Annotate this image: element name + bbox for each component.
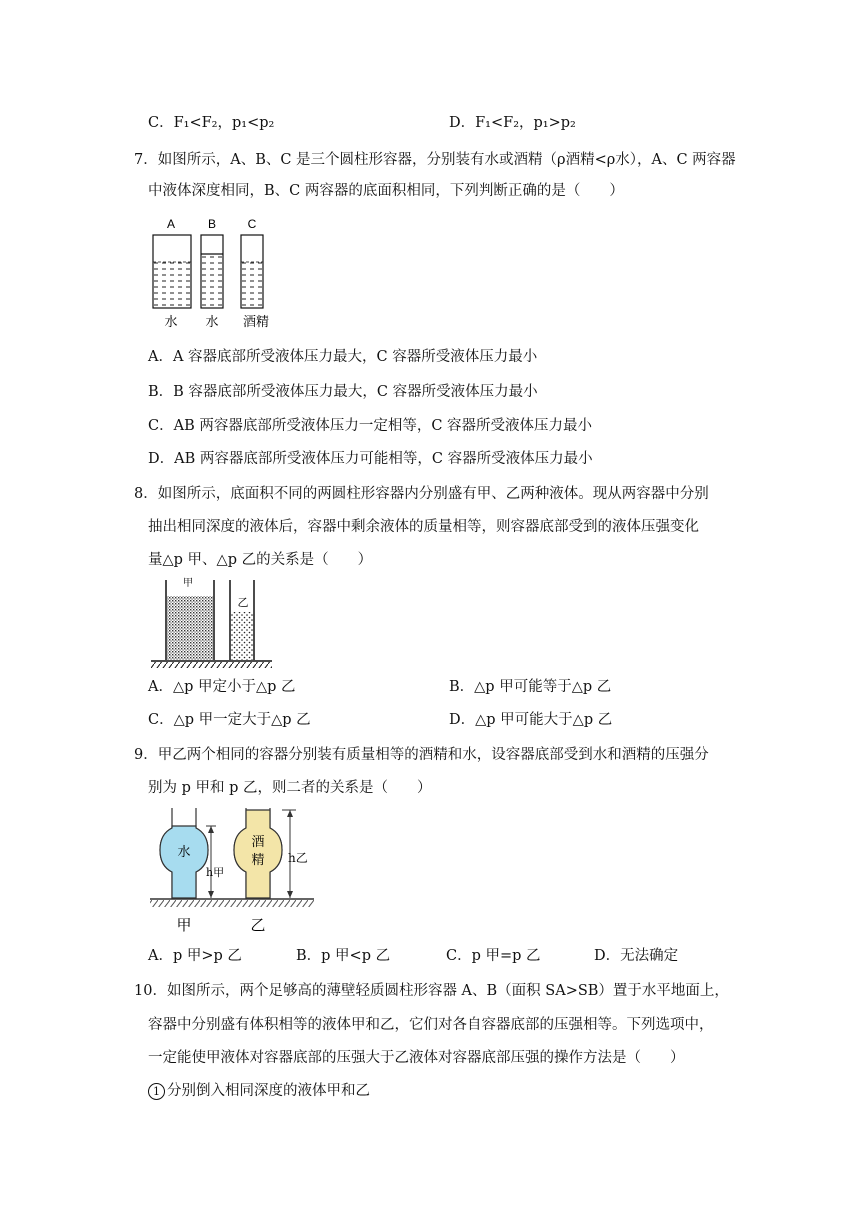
q8-option-c: C．△p 甲一定大于△p 乙 <box>148 712 311 728</box>
q10-stem-line3: 一定能使甲液体对容器底部的压强大于乙液体对容器底部压强的操作方法是（ ） <box>148 1050 685 1066</box>
q7-figure <box>145 212 280 334</box>
q9-label-water: 水 <box>177 845 191 860</box>
q8-option-b: B．△p 甲可能等于△p 乙 <box>449 679 612 695</box>
q9-option-b: B．p 甲<p 乙 <box>296 948 391 964</box>
q8-liquid-yi <box>231 612 253 660</box>
q7-option-a: A．A 容器底部所受液体压力最大，C 容器所受液体压力最小 <box>148 349 538 365</box>
q9-figure <box>146 804 318 936</box>
q8-option-a: A．△p 甲定小于△p 乙 <box>148 679 296 695</box>
q9-label-alcohol-1: 酒 <box>251 835 265 850</box>
q7-liquid-a: 水 <box>164 315 178 330</box>
q8-stem-line1: 8．如图所示，底面积不同的两圆柱形容器内分别盛有甲、乙两种液体。现从两容器中分别 <box>134 486 709 502</box>
q9-label-alcohol-2: 精 <box>251 853 265 868</box>
q7-label-c: C <box>247 217 257 231</box>
q7-liquid-c: 酒精 <box>242 315 270 330</box>
q8-stem-line2: 抽出相同深度的液体后，容器中剩余液体的质量相等，则容器底部受到的液体压强变化 <box>148 519 699 535</box>
q9-option-a: A．p 甲>p 乙 <box>148 948 242 964</box>
q9-stem-line1: 9．甲乙两个相同的容器分别装有质量相等的酒精和水，设容器底部受到水和酒精的压强分 <box>134 747 709 763</box>
q7-liquid-b: 水 <box>205 315 219 330</box>
q9-stem-line2: 别为 p 甲和 p 乙，则二者的关系是（ ） <box>148 780 432 796</box>
q6-option-c: C．F₁<F₂，p₁<p₂ <box>148 115 275 131</box>
q8-liquid-jia <box>167 596 213 660</box>
q7-option-c: C．AB 两容器底部所受液体压力一定相等，C 容器所受液体压力最小 <box>148 418 593 434</box>
q8-label-yi: 乙 <box>237 596 249 609</box>
q7-option-d: D．AB 两容器底部所受液体压力可能相等，C 容器所受液体压力最小 <box>148 451 593 467</box>
q7-stem-line1: 7．如图所示，A、B、C 是三个圆柱形容器，分别装有水或酒精（ρ酒精<ρ水），A、C 两容器 <box>134 152 736 168</box>
q7-stem-line2: 中液体深度相同，B、C 两容器的底面积相同，下列判断正确的是（ ） <box>148 183 624 199</box>
q10-stem-line2: 容器中分别盛有体积相等的液体甲和乙，它们对各自容器底部的压强相等。下列选项中， <box>148 1017 714 1033</box>
q9-label-yi: 乙 <box>250 916 266 934</box>
q9-option-c: C．p 甲=p 乙 <box>446 948 541 964</box>
q7-label-a: A <box>166 217 176 231</box>
q10-item-1-text: 分别倒入相同深度的液体甲和乙 <box>167 1083 370 1099</box>
q10-item-1 <box>148 1081 370 1101</box>
q8-stem-line3: 量△p 甲、△p 乙的关系是（ ） <box>148 552 373 568</box>
q7-label-b: B <box>207 217 217 231</box>
q6-option-d: D．F₁<F₂，p₁>p₂ <box>449 115 576 131</box>
q9-option-d: D．无法确定 <box>594 948 679 964</box>
q9-label-h-yi: h乙 <box>288 851 308 865</box>
q8-option-d: D．△p 甲可能大于△p 乙 <box>449 712 613 728</box>
q8-figure <box>148 576 276 670</box>
q8-label-jia: 甲 <box>183 578 193 589</box>
q7-option-b: B．B 容器底部所受液体压力最大，C 容器所受液体压力最小 <box>148 384 538 400</box>
q9-label-jia: 甲 <box>176 916 192 934</box>
circled-number: 1 <box>148 1083 165 1100</box>
q10-stem-line1: 10．如图所示，两个足够高的薄壁轻质圆柱形容器 A、B（面积 SA>SB）置于水平地面上， <box>134 983 729 999</box>
q9-label-h-jia: h甲 <box>206 866 225 879</box>
